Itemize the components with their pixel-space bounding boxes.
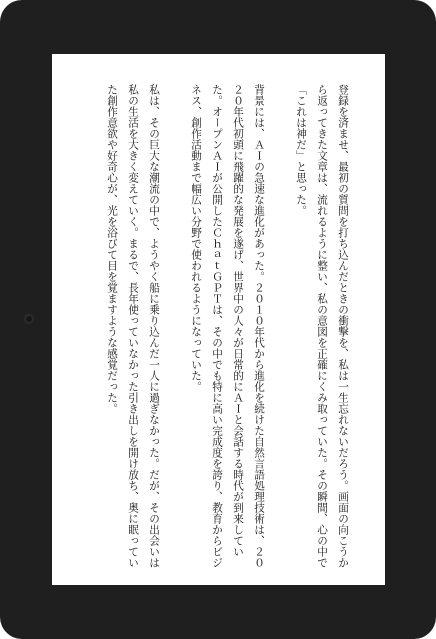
paragraph-3: 私は、その巨大な潮流の中で、ようやく船に乗り込んだ一人に過ぎなかった。だが、その出会いは私の生活を大きく変えていく。まるで、長年使っていなかった引き出しを開け放ち、奥に眠っていた創作意欲や好奇心が、光を浴びて目を覚ますような感覚だった。 xyxy=(106,84,160,568)
book-page-text xyxy=(80,84,353,570)
camera-icon xyxy=(24,314,34,324)
paragraph-1: 登録を済ませ、最初の質問を打ち込んだときの衝撃を、私は一生忘れないだろう。画面の向こうから返ってきた文章は、流れるように整い、私の意図を正確にくみ取っていた。その瞬間、心の中で「これは神だ」と思った。 xyxy=(295,84,349,568)
ereader-screen[interactable] xyxy=(52,54,385,585)
paragraph-2: 背景には、ＡＩの急速な進化があった。２０１０年代から進化を続けた自然言語処理技術は、２０２０年代初頭に飛躍的な発展を遂げ、世界中の人々が日常的にＡＩと会話する時代が到来していた。オープンＡＩが公開したＣｈａｔＧＰＴは、その中でも特に高い完成度を誇り、教育からビジネス、創作活動まで幅広い分野で使われるようになっていた。 xyxy=(190,84,265,568)
